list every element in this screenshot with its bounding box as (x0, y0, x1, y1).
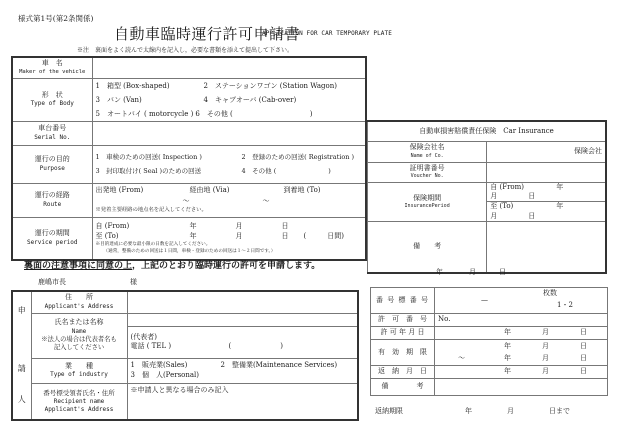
validity-tilde: ～ (458, 354, 465, 363)
recipient-label-ja: 番号標受領者氏名・住所 (43, 388, 115, 397)
side-label-sei: 請 (17, 363, 26, 373)
purpose-option-3[interactable]: 3 封印取付け( Seal )のための回送 (95, 167, 202, 175)
body-type-option-5[interactable]: 5 オートバイ ( motorcycle ) (95, 109, 194, 118)
insurance-from-month: 月 (490, 191, 498, 200)
industry-option-3[interactable]: 3 個 人(Personal) (130, 370, 200, 379)
name-label (31, 313, 127, 358)
date-month: 月 (469, 268, 476, 276)
voucher-label (368, 162, 487, 182)
return-deadline-label: 返納期限 (375, 407, 403, 415)
name-label-note-2: 記入してください (53, 344, 105, 352)
period-field[interactable] (92, 217, 366, 260)
period-to-day: 日 (281, 232, 289, 241)
validity-to-day: 日 (580, 354, 587, 363)
insurance-remarks-label: 備 考 (368, 222, 487, 273)
validity-to-month: 月 (542, 354, 549, 363)
representative-label: (代表者) (130, 332, 157, 341)
maker-label-ja: 車 名 (41, 59, 63, 68)
validity-from-month: 月 (542, 341, 549, 350)
period-to-label: 至 (To) (95, 232, 119, 241)
voucher-field[interactable] (487, 162, 606, 182)
purpose-label (12, 145, 92, 183)
return-deadline-month: 月 (507, 407, 514, 415)
tel-label: 電話 ( TEL ) (130, 342, 172, 350)
route-from-label: 出発地 (From) (95, 186, 144, 195)
recipient-note: ※申請人と異なる場合のみ記入 (130, 385, 229, 394)
vehicle-info-table (11, 56, 367, 261)
industry-field[interactable] (127, 358, 358, 383)
insurance-table (367, 120, 607, 274)
validity-from-year: 年 (504, 341, 511, 350)
period-from-label: 自 (From) (95, 222, 130, 231)
recipient-label-en-1: Recipient name (53, 397, 105, 405)
industry-label-en: Type of industry (50, 371, 108, 379)
insurance-company-label-ja: 保険会社名 (409, 143, 445, 152)
return-date-label: 返 納 月 日 (371, 366, 435, 379)
serial-label-en: Serial No. (34, 133, 71, 141)
validity-to-year: 年 (504, 354, 511, 363)
address-label-ja: 住 所 (65, 293, 93, 302)
voucher-label-en: Voucher No. (410, 173, 444, 180)
addressee: 鹿嶋市長 (38, 278, 66, 286)
insurance-period-from[interactable] (487, 182, 606, 202)
route-via-label: 経由地 (Via) (189, 186, 230, 195)
route-label-en: Route (43, 200, 62, 208)
purpose-option-2[interactable]: 2 登録のための回送( Registration ) (241, 153, 355, 161)
period-note-1: ※目的達成に必要な最小限の日数を記入してください。 (95, 242, 211, 248)
industry-label (31, 358, 127, 383)
insurance-period-label (368, 182, 487, 222)
permit-date-year: 年 (504, 328, 511, 337)
permit-date-month: 月 (542, 328, 549, 337)
purpose-label-ja: 運行の目的 (34, 155, 70, 164)
plate-no-dash: — (481, 296, 488, 304)
insurance-from-label: 自 (From) (490, 182, 524, 191)
permit-date-label: 許 可 年 月 日 (371, 327, 435, 340)
form-number: 様式第1号(第2条関係) (18, 14, 94, 23)
return-date-year: 年 (504, 367, 511, 376)
validity-to-field[interactable] (435, 353, 608, 366)
body-type-label-ja: 形 状 (41, 90, 63, 99)
recipient-field[interactable] (127, 383, 358, 420)
return-deadline-year: 年 (465, 407, 472, 415)
page-title: 自動車臨時運行許可申請書 (114, 25, 301, 43)
industry-option-1[interactable]: 1 販売業(Sales) (130, 361, 188, 370)
body-type-label-en: Type of Body (30, 100, 74, 108)
insurance-company-field[interactable] (487, 141, 606, 162)
body-type-option-2[interactable]: 2 ステーションワゴン (Station Wagon) (203, 81, 337, 90)
route-label-ja: 運行の経路 (34, 191, 70, 200)
page-title-en: APPLICATION FOR CAR TEMPORARY PLATE (262, 30, 392, 37)
route-tilde-1: ～ (182, 197, 190, 206)
insurance-to-day: 日 (528, 211, 536, 220)
side-label-nin: 人 (17, 394, 26, 404)
plate-count-label: 枚数 (543, 289, 557, 297)
insurance-to-year: 年 (556, 202, 564, 211)
name-label-ja: 氏名または名称 (54, 318, 104, 327)
purpose-field[interactable] (92, 145, 366, 183)
purpose-label-en: Purpose (39, 164, 65, 172)
plate-no-field[interactable] (435, 288, 608, 314)
voucher-label-ja: 証明書番号 (409, 163, 445, 172)
period-days-count: ( 日間) (303, 232, 344, 241)
validity-from-field[interactable] (435, 340, 608, 353)
body-type-option-1[interactable]: 1 箱型 (Box-shaped) (95, 81, 170, 90)
period-label-en: Service period (26, 238, 78, 246)
declaration-rest: ，上記のとおり臨時運行の許可を申請します。 (132, 261, 321, 271)
period-to-month: 月 (235, 232, 243, 241)
date-day: 日 (499, 268, 506, 276)
instruction-note: ※注 裏面をよく読んで太線内を記入し，必要な書類を添えて提出して下さい。 (77, 47, 294, 54)
recipient-label (31, 383, 127, 420)
period-label (12, 217, 92, 260)
serial-label-ja: 車台番号 (38, 124, 67, 133)
permit-date-field[interactable] (435, 327, 608, 340)
maker-field[interactable] (92, 57, 366, 78)
applicant-table (11, 290, 359, 421)
validity-label: 有 効 期 限 (371, 340, 435, 366)
insurance-from-year: 年 (556, 182, 564, 191)
permit-no-label: 許 可 番 号 (371, 314, 435, 327)
period-from-day: 日 (281, 222, 289, 231)
route-to-label: 到着地 (To) (283, 186, 321, 195)
validity-from-day: 日 (580, 341, 587, 350)
return-date-month: 月 (542, 367, 549, 376)
tel-paren: ( ) (228, 342, 283, 350)
representative-tel-field[interactable] (127, 326, 358, 358)
body-type-option-6[interactable]: 6 その他 ( ) (195, 109, 313, 118)
insurance-company-label-en: Name of Co. (410, 152, 444, 159)
body-type-option-3[interactable]: 3 バン (Van) (95, 95, 142, 104)
name-label-en: Name (71, 327, 87, 335)
insurance-from-day: 日 (528, 191, 536, 200)
serial-field[interactable] (92, 121, 366, 145)
purpose-option-1[interactable]: 1 車検のための回送( Inspection ) (95, 153, 202, 161)
permit-date-day: 日 (580, 328, 587, 337)
recipient-label-en-2: Applicant's Address (44, 405, 114, 413)
return-date-day: 日 (580, 367, 587, 376)
return-deadline (375, 406, 570, 416)
office-remarks-label: 備 考 (371, 379, 435, 396)
insurance-period-to[interactable] (487, 202, 606, 222)
return-date-field[interactable] (435, 366, 608, 379)
route-tilde-2: ～ (262, 197, 270, 206)
declaration-underlined: 裏面の注意事項に同意の上 (24, 261, 133, 271)
insurance-company-label (368, 141, 487, 162)
period-note-2: （通常，整備のための回送は１日間，車検・登録のための回送は１～２日間です。） (103, 249, 276, 255)
return-deadline-day: 日まで (549, 407, 570, 415)
industry-label-ja: 業 種 (65, 361, 93, 370)
insurance-period-label-en: InsurancePeriod (404, 203, 450, 210)
addressee-honorific: 様 (130, 278, 137, 286)
body-type-label (12, 78, 92, 121)
plate-count-value: 1・2 (557, 301, 573, 309)
office-use-table (370, 287, 608, 396)
office-remarks-field[interactable] (435, 379, 608, 396)
industry-option-2[interactable]: 2 整備業(Maintenance Services) (220, 361, 338, 370)
address-label-en: Applicant's Address (44, 302, 114, 310)
period-to-year: 年 (189, 232, 197, 241)
body-type-option-4[interactable]: 4 キャブオーバ (Cab-over) (203, 95, 297, 104)
period-from-year: 年 (189, 222, 197, 231)
maker-label (12, 57, 92, 78)
insurance-remarks-field[interactable] (487, 222, 606, 273)
name-field[interactable] (127, 313, 358, 326)
applicant-side-label (12, 291, 31, 420)
period-from-month: 月 (235, 222, 243, 231)
body-type-field[interactable] (92, 78, 366, 121)
address-label (31, 291, 127, 313)
purpose-option-4[interactable]: 4 その他 ( ) (241, 167, 331, 175)
insurance-to-month: 月 (490, 211, 498, 220)
side-label-shin: 申 (17, 305, 26, 315)
insurance-to-label: 至 (To) (490, 202, 514, 211)
application-date[interactable] (436, 267, 506, 277)
route-label (12, 183, 92, 217)
serial-label (12, 121, 92, 145)
permit-no-prefix: No. (438, 315, 451, 324)
insurance-heading: 自動車損害賠償責任保険 Car Insurance (368, 121, 607, 141)
plate-no-label: 番 号 標 番 号 (371, 288, 435, 314)
date-year: 年 (436, 268, 443, 276)
permit-no-field[interactable] (435, 314, 608, 327)
route-note: ※発着主要経路の地点名を記入してください。 (95, 207, 207, 214)
route-field[interactable] (92, 183, 366, 217)
address-field[interactable] (127, 291, 358, 313)
period-label-ja: 運行の期間 (34, 229, 70, 238)
insurance-company-suffix: 保険会社 (574, 146, 602, 155)
declaration (24, 258, 320, 271)
insurance-period-label-ja: 保険期間 (413, 193, 442, 202)
maker-label-en: Maker of the vehicle (19, 68, 86, 75)
name-label-note-1: ※法人の場合は代表者名も (41, 335, 117, 343)
